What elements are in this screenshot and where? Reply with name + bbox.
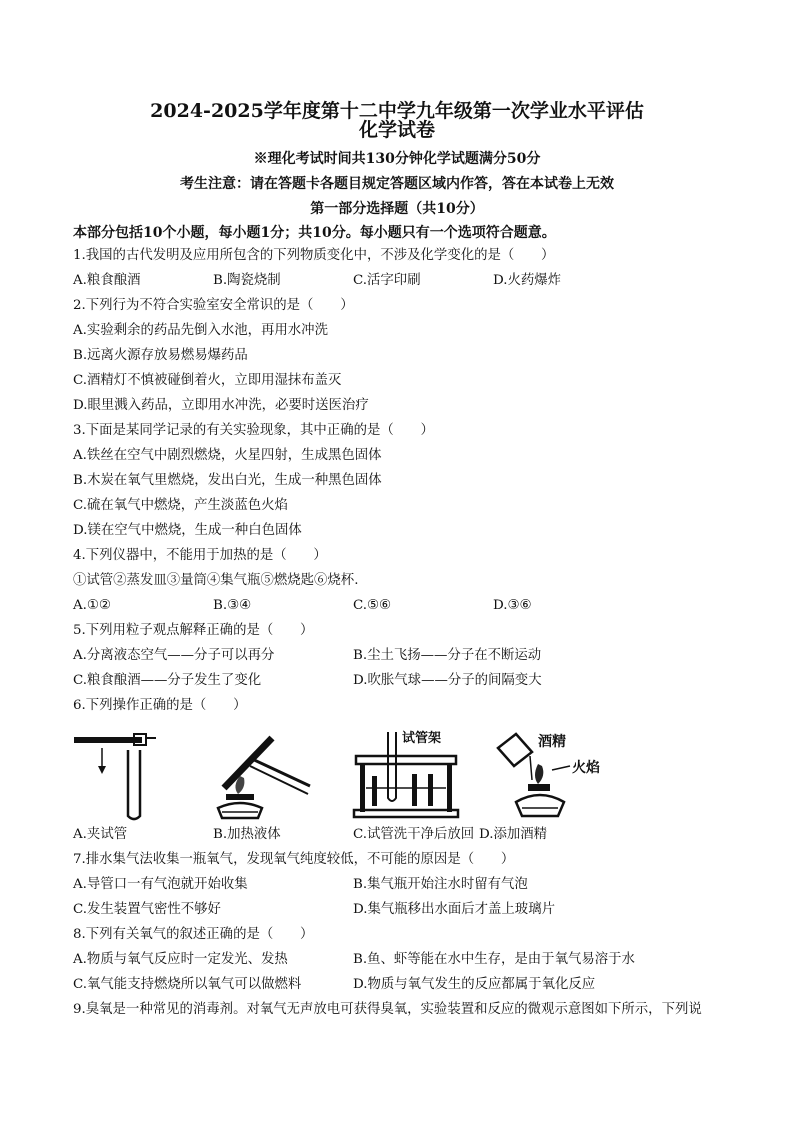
exam-notice: 考生注意：请在答题卡各题目规定答题区域内作答，答在本试卷上无效 [180, 176, 614, 192]
q3-option-a[interactable]: A.铁丝在空气中剧烈燃烧，火星四射，生成黑色固体 [73, 448, 382, 463]
q2-option-b[interactable]: B.远离火源存放易燃易爆药品 [73, 348, 248, 363]
question-4-instruments: ①试管②蒸发皿③量筒④集气瓶⑤燃烧匙⑥烧杯. [73, 573, 359, 588]
question-5-stem: 5.下列用粒子观点解释正确的是（ ） [73, 623, 314, 638]
q2-option-a[interactable]: A.实验剩余的药品先倒入水池，再用水冲洗 [73, 323, 328, 338]
q3-option-c[interactable]: C.硫在氧气中燃烧，产生淡蓝色火焰 [73, 498, 288, 513]
figure-c-tube-rack [352, 728, 462, 823]
q4-option-d[interactable]: D.③⑥ [493, 598, 532, 613]
q1-option-a[interactable]: A.粮食酿酒 [73, 273, 141, 288]
q5-option-a[interactable]: A.分离液态空气——分子可以再分 [73, 648, 275, 663]
q6-option-a[interactable]: A.夹试管 [73, 827, 128, 842]
q7-option-b[interactable]: B.集气瓶开始注水时留有气泡 [353, 877, 528, 892]
figure-d-adding-alcohol [492, 728, 612, 823]
q7-option-a[interactable]: A.导管口一有气泡就开始收集 [73, 877, 248, 892]
q4-option-c[interactable]: C.⑤⑥ [353, 598, 392, 613]
figure-d-flame-label: 火焰 [572, 761, 600, 776]
figure-c-label: 试管架 [402, 730, 442, 745]
q8-option-d[interactable]: D.物质与氧气发生的反应都属于氧化反应 [353, 977, 596, 992]
q4-option-b[interactable]: B.③④ [213, 598, 252, 613]
figure-b-heating-liquid [210, 728, 320, 823]
q1-option-c[interactable]: C.活字印刷 [353, 273, 421, 288]
question-9-stem: 9.臭氧是一种常见的消毒剂。对氧气无声放电可获得臭氧，实验装置和反应的微观示意图如下所示，下列说 [73, 1002, 702, 1017]
q2-option-d[interactable]: D.眼里溅入药品，立即用水冲洗，必要时送医治疗 [73, 398, 369, 413]
q6-option-b[interactable]: B.加热液体 [213, 827, 281, 842]
question-4-stem: 4.下列仪器中，不能用于加热的是（ ） [73, 548, 327, 563]
question-2-stem: 2.下列行为不符合实验室安全常识的是（ ） [73, 298, 354, 313]
question-1-stem: 1.我国的古代发明及应用所包含的下列物质变化中，不涉及化学变化的是（ ） [73, 248, 555, 263]
question-3-stem: 3.下面是某同学记录的有关实验现象，其中正确的是（ ） [73, 423, 434, 438]
q2-option-c[interactable]: C.酒精灯不慎被碰倒着火，立即用湿抹布盖灭 [73, 373, 342, 388]
section-instruction: 本部分包括10个小题，每小题1分；共10分。每小题只有一个选项符合题意。 [73, 225, 556, 241]
q8-option-b[interactable]: B.鱼、虾等能在水中生存，是由于氧气易溶于水 [353, 952, 635, 967]
section-title: 第一部分选择题（共10分） [310, 201, 484, 217]
q4-option-a[interactable]: A.①② [73, 598, 111, 613]
figure-d-alcohol-label: 酒精 [538, 735, 566, 750]
q8-option-a[interactable]: A.物质与氧气反应时一定发光、发热 [73, 952, 288, 967]
question-8-stem: 8.下列有关氧气的叙述正确的是（ ） [73, 927, 314, 942]
q1-option-b[interactable]: B.陶瓷烧制 [213, 273, 281, 288]
exam-note: ※理化考试时间共130分钟化学试题满分50分 [253, 151, 541, 167]
q5-option-d[interactable]: D.吹胀气球——分子的间隔变大 [353, 673, 542, 688]
q7-option-c[interactable]: C.发生装置气密性不够好 [73, 902, 221, 917]
exam-title: 2024-2025学年度第十二中学九年级第一次学业水平评估 [150, 100, 644, 122]
q5-option-c[interactable]: C.粮食酿酒——分子发生了变化 [73, 673, 262, 688]
q1-option-d[interactable]: D.火药爆炸 [493, 273, 562, 288]
question-6-stem: 6.下列操作正确的是（ ） [73, 698, 247, 713]
figure-a-clamp-tube [72, 728, 162, 823]
q3-option-b[interactable]: B.木炭在氧气里燃烧，发出白光，生成一种黑色固体 [73, 473, 382, 488]
q8-option-c[interactable]: C.氧气能支持燃烧所以氧气可以做燃料 [73, 977, 302, 992]
question-7-stem: 7.排水集气法收集一瓶氧气，发现氧气纯度较低，不可能的原因是（ ） [73, 852, 515, 867]
q6-option-d[interactable]: D.添加酒精 [479, 827, 548, 842]
q6-option-c[interactable]: C.试管洗干净后放回 [353, 827, 475, 842]
q5-option-b[interactable]: B.尘土飞扬——分子在不断运动 [353, 648, 542, 663]
q3-option-d[interactable]: D.镁在空气中燃烧，生成一种白色固体 [73, 523, 302, 538]
q7-option-d[interactable]: D.集气瓶移出水面后才盖上玻璃片 [353, 902, 555, 917]
subject-title: 化学试卷 [358, 119, 435, 141]
